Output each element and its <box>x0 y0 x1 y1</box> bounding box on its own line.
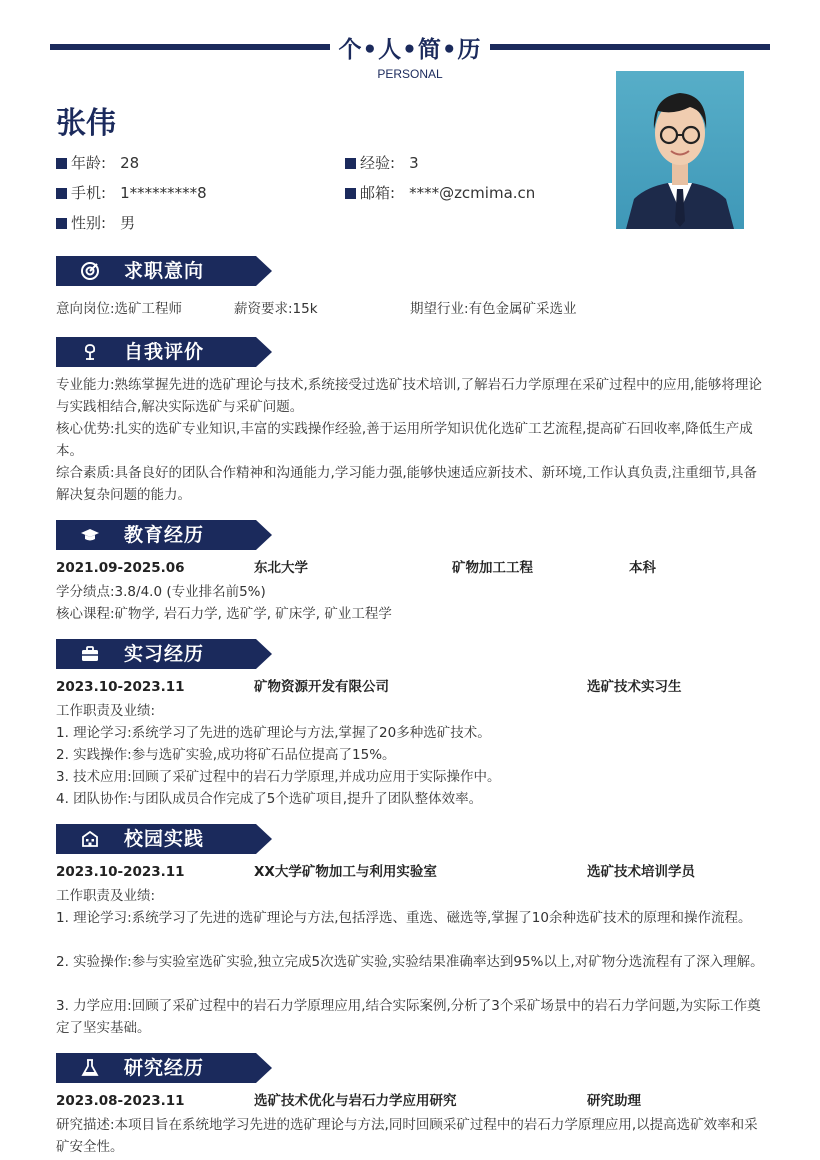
research-project: 选矿技术优化与岩石力学应用研究 <box>254 1093 457 1109</box>
section-header-self <box>56 337 272 367</box>
education-gpa: 学分绩点:3.8/4.0 (专业排名前5%) <box>56 584 266 600</box>
bullet-square-icon <box>345 188 356 199</box>
campus-line: 1. 理论学习:系统学习了先进的选矿理论与方法,包括浮选、重选、磁选等,掌握了10余种选矿技术的原理和操作流程。 <box>56 910 752 926</box>
info-label: 邮箱: <box>360 184 396 202</box>
briefcase-icon <box>80 644 100 664</box>
info-age <box>56 152 139 174</box>
info-email <box>345 182 535 204</box>
internship-line: 工作职责及业绩: <box>56 703 156 719</box>
profile-photo <box>616 71 744 229</box>
bullet-square-icon <box>56 218 67 229</box>
research-date: 2023.08-2023.11 <box>56 1093 185 1109</box>
internship-line: 3. 技术应用:回顾了采矿过程中的岩石力学原理,并成功应用于实际操作中。 <box>56 769 501 785</box>
info-value: 1*********8 <box>120 184 207 202</box>
internship-role: 选矿技术实习生 <box>587 679 682 695</box>
campus-role: 选矿技术培训学员 <box>587 864 695 880</box>
education-date: 2021.09-2025.06 <box>56 560 185 576</box>
flower-icon <box>80 342 100 362</box>
info-gender <box>56 212 135 234</box>
portrait-illustration <box>616 71 744 229</box>
info-value: ****@zcmima.cn <box>409 184 536 202</box>
section-header-campus <box>56 824 272 854</box>
internship-line: 4. 团队协作:与团队成员合作完成了5个选矿项目,提升了团队整体效率。 <box>56 791 483 807</box>
info-label: 性别: <box>71 214 107 232</box>
info-label: 经验: <box>360 154 396 172</box>
intent-position: 意向岗位:选矿工程师 <box>56 301 183 317</box>
building-icon <box>80 829 100 849</box>
candidate-name: 张伟 <box>56 106 116 141</box>
section-title: 教育经历 <box>124 524 205 546</box>
graduation-cap-icon <box>80 525 100 545</box>
self-paragraph: 专业能力:熟练掌握先进的选矿理论与技术,系统接受过选矿技术培训,了解岩石力学原理在采矿过程中的应用,能够将理论与实践相结合,解决实际选矿与采矿问题。 <box>56 377 762 415</box>
internship-company: 矿物资源开发有限公司 <box>254 679 389 695</box>
campus-line: 3. 力学应用:回顾了采矿过程中的岩石力学原理应用,结合实际案例,分析了3个采矿场景中的岩石力学问题,为实际工作奠定了坚实基础。 <box>56 998 761 1036</box>
resume-title: 个•人•简•历 <box>338 37 482 63</box>
bullet-square-icon <box>56 188 67 199</box>
section-header-research <box>56 1053 272 1083</box>
info-value: 3 <box>409 154 419 172</box>
education-major: 矿物加工工程 <box>452 560 533 576</box>
internship-date: 2023.10-2023.11 <box>56 679 185 695</box>
section-title: 研究经历 <box>124 1057 205 1079</box>
target-icon <box>80 261 100 281</box>
info-experience <box>345 152 419 174</box>
info-phone <box>56 182 207 204</box>
research-role: 研究助理 <box>587 1093 641 1109</box>
campus-org: XX大学矿物加工与利用实验室 <box>254 864 437 880</box>
info-label: 年龄: <box>71 154 107 172</box>
campus-line: 2. 实验操作:参与实验室选矿实验,独立完成5次选矿实验,实验结果准确率达到95%以上,对矿物分选流程有了深入理解。 <box>56 954 764 970</box>
internship-line: 1. 理论学习:系统学习了先进的选矿理论与方法,掌握了20多种选矿技术。 <box>56 725 491 741</box>
bullet-square-icon <box>345 158 356 169</box>
info-label: 手机: <box>71 184 107 202</box>
flask-icon <box>80 1058 100 1078</box>
education-degree: 本科 <box>629 560 656 576</box>
resume-subtitle: PERSONAL <box>377 67 443 81</box>
campus-line: 工作职责及业绩: <box>56 888 156 904</box>
research-description: 研究描述:本项目旨在系统地学习先进的选矿理论与方法,同时回顾采矿过程中的岩石力学原理应用,以提高选矿效率和采矿安全性。 <box>56 1117 758 1155</box>
info-value: 28 <box>120 154 140 172</box>
intent-salary: 薪资要求:15k <box>234 301 318 317</box>
self-paragraph: 综合素质:具备良好的团队合作精神和沟通能力,学习能力强,能够快速适应新技术、新环境,工作认真负责,注重细节,具备解决复杂问题的能力。 <box>56 465 758 503</box>
intent-industry: 期望行业:有色金属矿采选业 <box>410 301 577 317</box>
internship-line: 2. 实践操作:参与选矿实验,成功将矿石品位提高了15%。 <box>56 747 396 763</box>
section-title: 实习经历 <box>124 643 205 665</box>
section-title: 校园实践 <box>124 828 205 850</box>
info-value: 男 <box>120 214 136 232</box>
section-header-education <box>56 520 272 550</box>
self-paragraph: 核心优势:扎实的选矿专业知识,丰富的实践操作经验,善于运用所学知识优化选矿工艺流程,提高矿石回收率,降低生产成本。 <box>56 421 753 459</box>
section-title: 自我评价 <box>124 341 205 363</box>
education-school: 东北大学 <box>254 560 308 576</box>
education-courses: 核心课程:矿物学, 岩石力学, 选矿学, 矿床学, 矿业工程学 <box>56 606 392 622</box>
campus-date: 2023.10-2023.11 <box>56 864 185 880</box>
bullet-square-icon <box>56 158 67 169</box>
section-title: 求职意向 <box>124 260 205 282</box>
section-header-intent <box>56 256 272 286</box>
section-header-internship <box>56 639 272 669</box>
